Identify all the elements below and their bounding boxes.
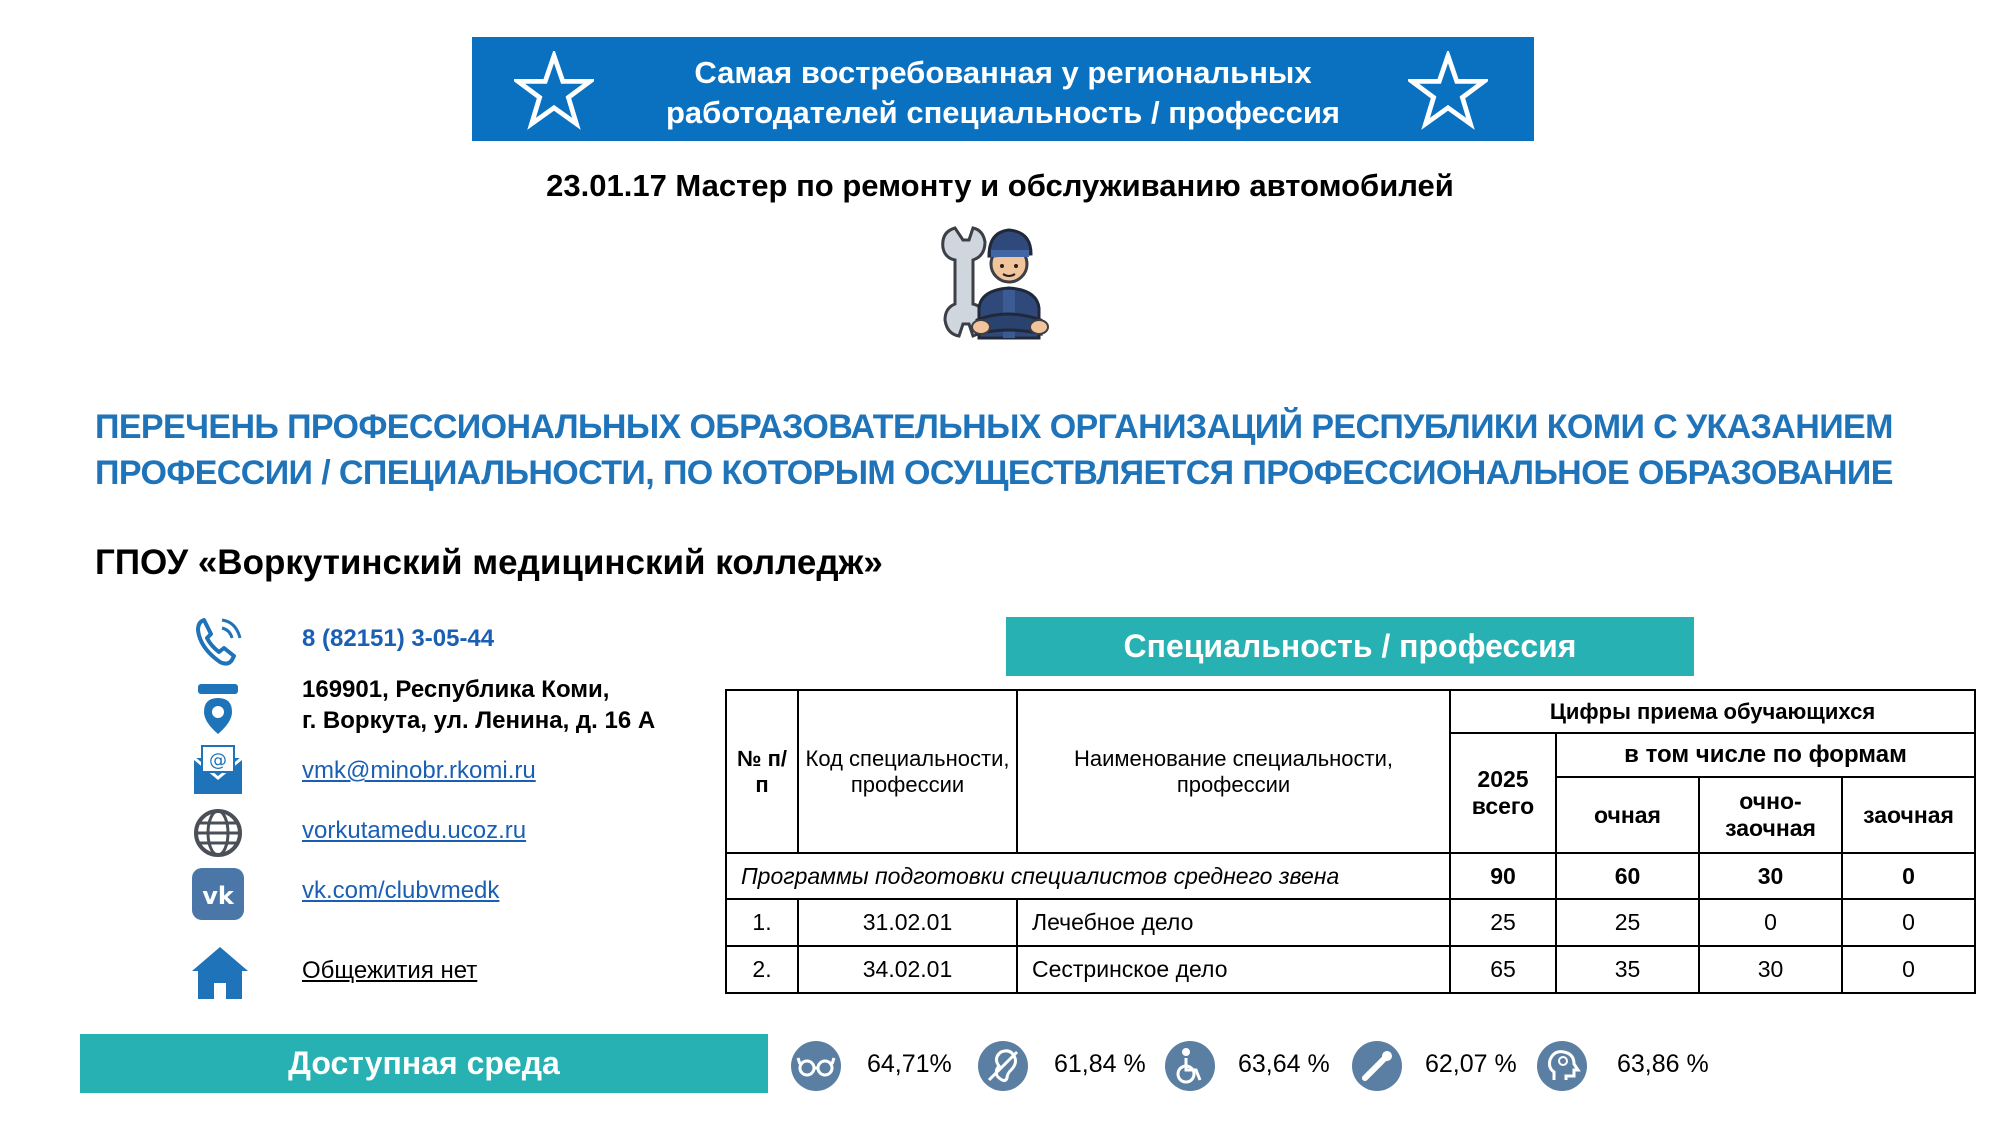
group-total: 90 (1450, 853, 1556, 899)
college-name: ГПОУ «Воркутинский медицинский колледж» (95, 543, 883, 582)
header-total: 2025 всего (1450, 733, 1556, 853)
profession-title: 23.01.17 Мастер по ремонту и обслуживанию автомобилей (546, 168, 1454, 203)
email-icon (190, 744, 246, 800)
accessible-environment-label: Доступная среда (80, 1034, 768, 1093)
group-dist: 0 (1842, 853, 1975, 899)
wheelchair-icon (1164, 1040, 1216, 1092)
row-num: 2. (726, 946, 798, 993)
header-code: Код специальности, профессии (798, 690, 1017, 853)
musculoskeletal-value: 62,07 % (1425, 1050, 1517, 1078)
row-dist: 0 (1842, 899, 1975, 946)
star-icon (1408, 51, 1488, 131)
top-banner (472, 37, 1534, 141)
mental-value: 63,86 % (1617, 1050, 1709, 1078)
row-full: 25 (1556, 899, 1699, 946)
admission-table (725, 689, 1976, 994)
svg-text:@: @ (209, 750, 227, 771)
location-icon (190, 680, 246, 736)
table-row (726, 899, 1975, 946)
svg-text:vk: vk (202, 882, 234, 910)
row-name: Сестринское дело (1017, 946, 1450, 993)
row-part: 0 (1699, 899, 1842, 946)
header-figures: Цифры приема обучающихся (1450, 690, 1975, 733)
group-full: 60 (1556, 853, 1699, 899)
vision-icon (790, 1040, 842, 1092)
address: 169901, Республика Коми, г. Воркута, ул. Ленина, д. 16 А (302, 676, 656, 734)
list-heading: ПЕРЕЧЕНЬ ПРОФЕССИОНАЛЬНЫХ ОБРАЗОВАТЕЛЬНЫХ ОРГАНИЗАЦИЙ РЕСПУБЛИКИ КОМИ С УКАЗАНИЕМ ПРОФЕССИИ / СПЕЦИАЛЬНОСТИ, ПО КОТОРЫМ ОСУЩЕСТВЛЯЕТСЯ ПРОФЕССИОНАЛЬНОЕ ОБРАЗОВАНИЕ (95, 408, 1893, 492)
header-name: Наименование специальности, профессии (1017, 690, 1450, 853)
website-link[interactable]: vorkutamedu.ucoz.ru (302, 817, 527, 844)
vision-value: 64,71% (867, 1050, 952, 1078)
vk-icon (190, 866, 246, 922)
globe-icon (190, 805, 246, 861)
group-label: Программы подготовки специалистов среднего звена (726, 853, 1450, 899)
row-total: 65 (1450, 946, 1556, 993)
row-part: 30 (1699, 946, 1842, 993)
dormitory-info: Общежития нет (302, 957, 478, 984)
header-part-time: очно-заочная (1699, 777, 1842, 853)
group-part: 30 (1699, 853, 1842, 899)
hearing-value: 61,84 % (1054, 1050, 1146, 1078)
phone-number[interactable]: 8 (82151) 3-05-44 (302, 625, 495, 652)
table-row (726, 853, 1975, 899)
row-total: 25 (1450, 899, 1556, 946)
home-icon (190, 943, 250, 1003)
specialty-label: Специальность / профессия (1006, 617, 1694, 676)
header-full-time: очная (1556, 777, 1699, 853)
banner-title: Самая востребованная у региональных работодателей специальность / профессия (666, 55, 1340, 130)
row-code: 31.02.01 (798, 899, 1017, 946)
mechanic-icon (935, 220, 1060, 340)
row-dist: 0 (1842, 946, 1975, 993)
hearing-icon (977, 1040, 1029, 1092)
email-link[interactable]: vmk@minobr.rkomi.ru (302, 757, 536, 784)
row-num: 1. (726, 899, 798, 946)
header-forms: в том числе по формам (1556, 733, 1975, 777)
header-num: № п/п (726, 690, 798, 853)
phone-icon (190, 614, 246, 670)
row-full: 35 (1556, 946, 1699, 993)
vk-link[interactable]: vk.com/clubvmedk (302, 877, 500, 904)
musculoskeletal-icon (1351, 1040, 1403, 1092)
header-distance: заочная (1842, 777, 1975, 853)
row-name: Лечебное дело (1017, 899, 1450, 946)
table-row (726, 946, 1975, 993)
wheelchair-value: 63,64 % (1238, 1050, 1330, 1078)
row-code: 34.02.01 (798, 946, 1017, 993)
mental-icon (1536, 1040, 1588, 1092)
